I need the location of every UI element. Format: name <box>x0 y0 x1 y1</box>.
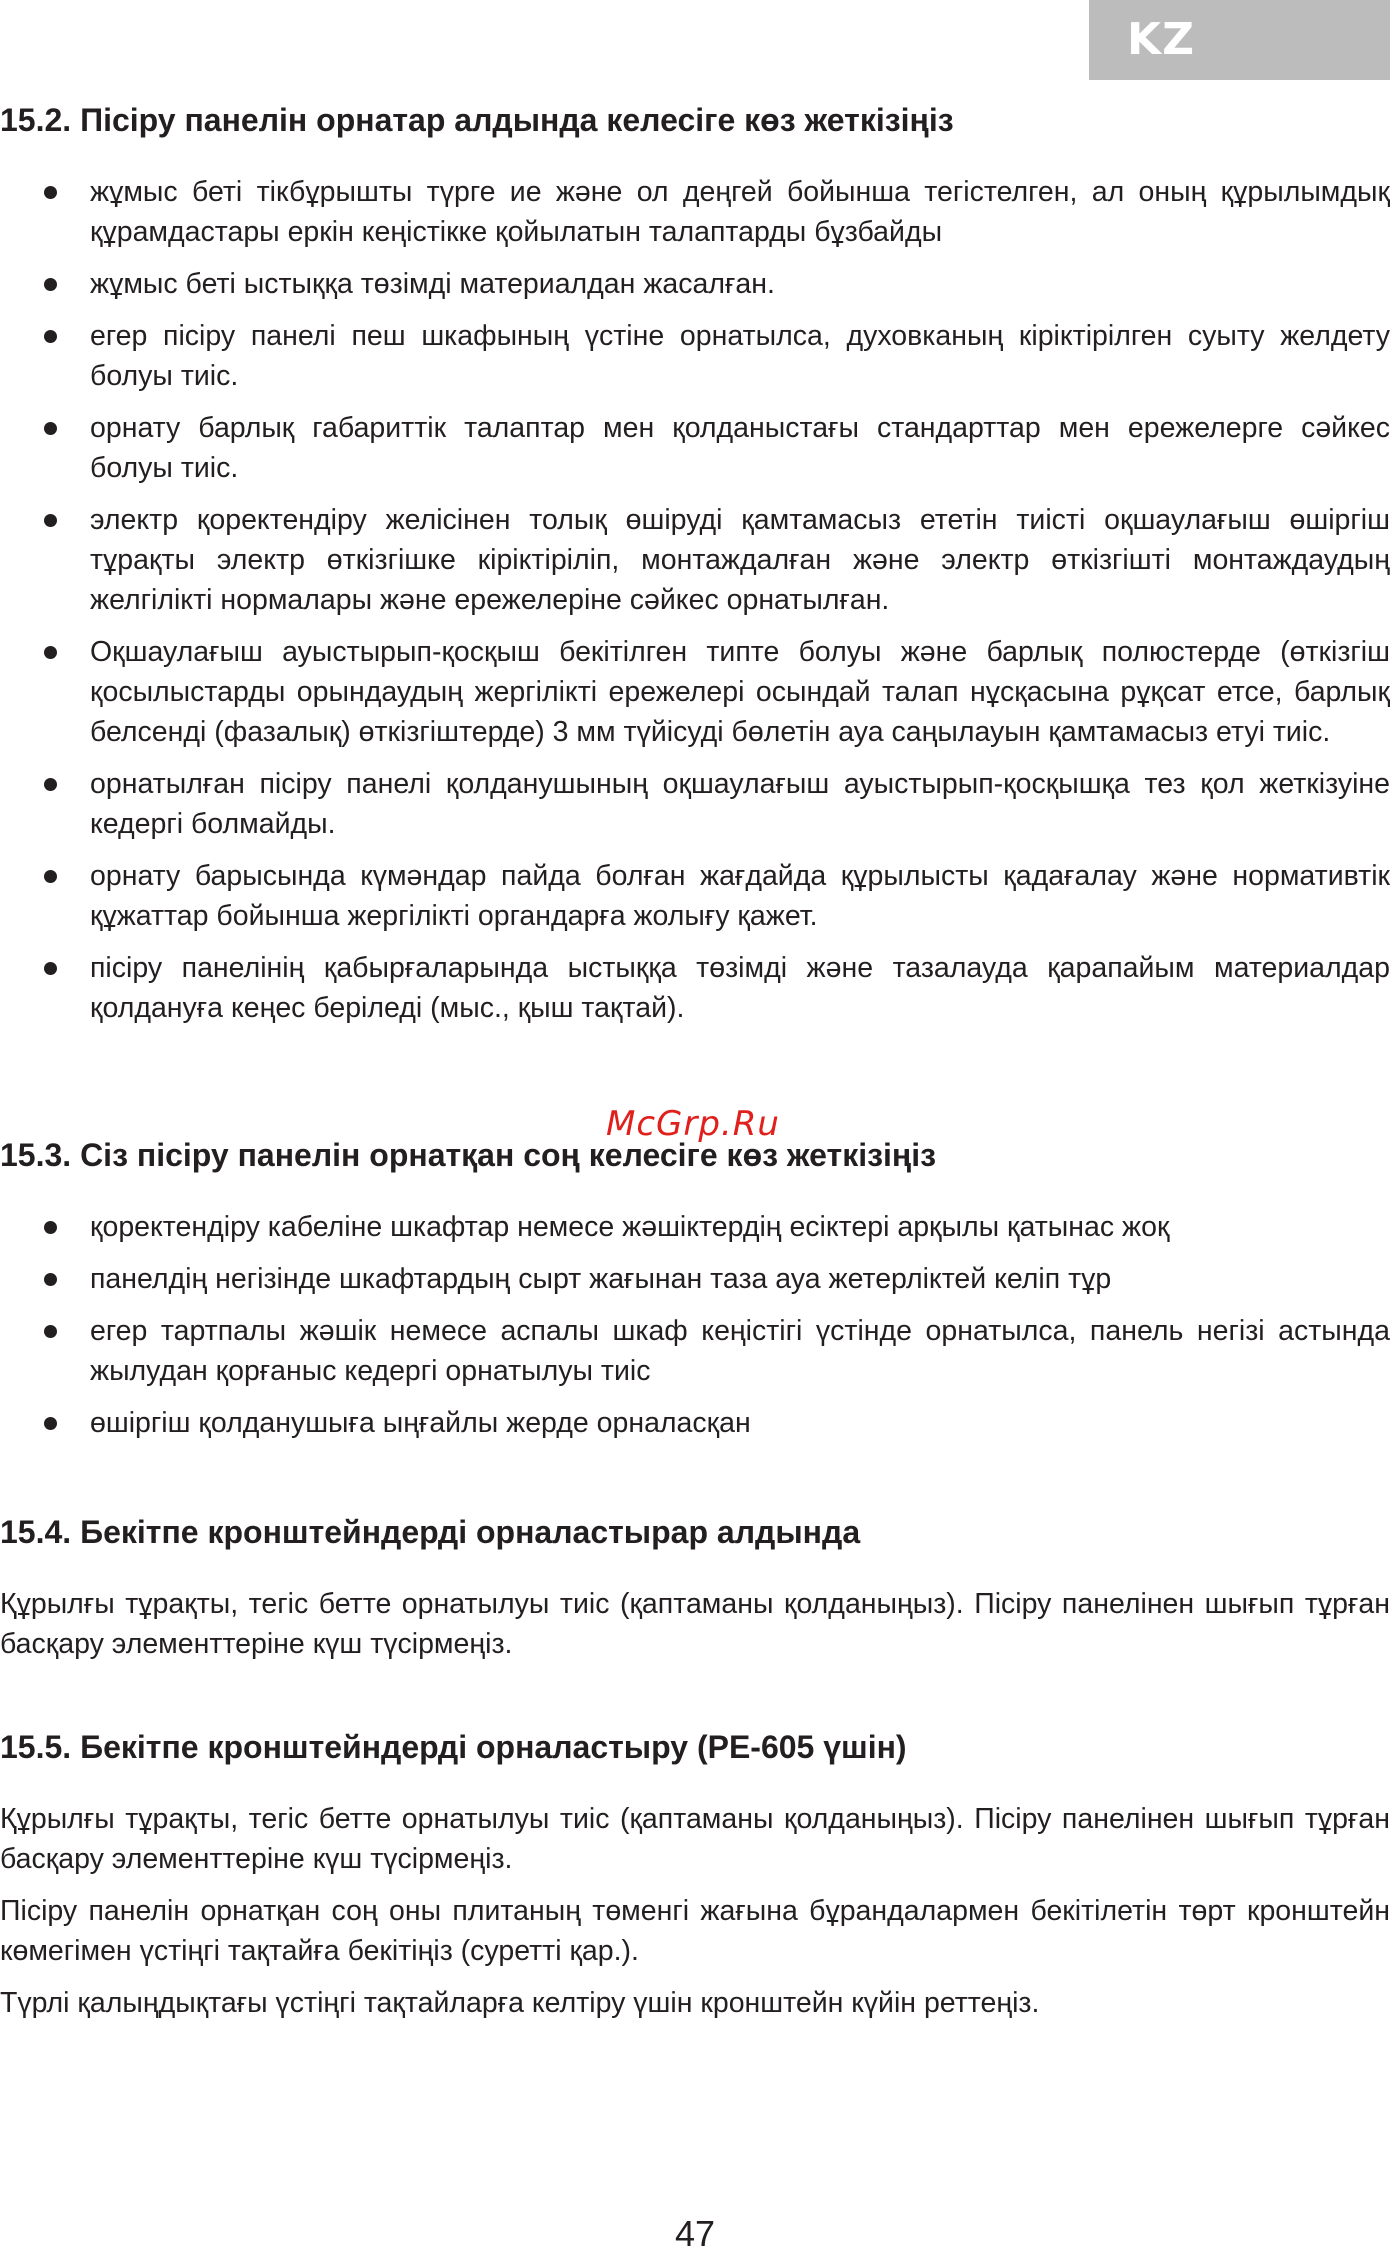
list-item-text: орнатылған пісіру панелі қолданушының оқшаулағыш ауыстырып-қосқышқа тез қол жеткізуіне кедергі болмайды. <box>90 768 1390 840</box>
section-body-15-5 <box>0 1799 1390 2023</box>
section-15-3 <box>0 1135 1390 1455</box>
list-item <box>0 948 1390 1028</box>
list-item <box>0 316 1390 396</box>
section-body-15-4 <box>0 1584 1390 1664</box>
section-15-2 <box>0 100 1390 1040</box>
list-item-text: орнату барлық габариттік талаптар мен қолданыстағы стандарттар мен ережелерге сәйкес болуы тиіс. <box>90 412 1390 484</box>
bullet-icon <box>44 186 57 199</box>
paragraph: Түрлі қалыңдықтағы үстіңгі тақтайларға келтіру үшін кронштейн күйін реттеңіз. <box>0 1987 1040 2019</box>
bullet-icon <box>44 646 57 659</box>
list-item-text: панелдің негізінде шкафтардың сырт жағынан таза ауа жетерліктей келіп тұр <box>90 1263 1112 1295</box>
paragraph: Құрылғы тұрақты, тегіс бетте орнатылуы тиіс (қаптаманы қолданыңыз). Пісіру панелінен шығып тұрған басқару элементтеріне күш түсірмеңіз. <box>0 1803 1390 1875</box>
section-15-5 <box>0 1727 1390 2035</box>
list-item-text: егер пісіру панелі пеш шкафының үстіне орнатылса, духовканың кіріктірілген суыту желдету болуы тиіс. <box>90 320 1390 392</box>
list-item <box>0 500 1390 620</box>
list-item <box>0 764 1390 844</box>
list-item <box>0 264 1390 304</box>
bullet-icon <box>44 1417 57 1430</box>
list-item <box>0 408 1390 488</box>
list-item <box>0 856 1390 936</box>
bullet-icon <box>44 962 57 975</box>
list-item-text: электр қоректендіру желісінен толық өшіруді қамтамасыз ететін тиісті оқшаулағыш өшіргіш тұрақты электр өткізгішке кіріктіріліп, монтаждалған және электр өткізгішті монтаждаудың желгілікті нормалары және ережелеріне сәйкес орнатылған. <box>90 504 1390 616</box>
checklist-after-install <box>0 1207 1390 1443</box>
page-number: 47 <box>674 2213 716 2254</box>
bullet-icon <box>44 422 57 435</box>
bullet-icon <box>44 1273 57 1286</box>
list-item-text: қоректендіру кабеліне шкафтар немесе жәшіктердің есіктері арқылы қатынас жоқ <box>90 1211 1170 1243</box>
paragraph: Пісіру панелін орнатқан соң оны плитаның төменгі жағына бұрандалармен бекітілетін төрт кронштейн көмегімен үстіңгі тақтайға бекітіңіз (суретті қар.). <box>0 1895 1390 1967</box>
bullet-icon <box>44 1325 57 1338</box>
bullet-icon <box>44 278 57 291</box>
list-item-text: орнату барысында күмәндар пайда болған жағдайда құрылысты қадағалау және нормативтік құжаттар бойынша жергілікті органдарға жолығу қажет. <box>90 860 1390 932</box>
checklist-before-install <box>0 172 1390 1028</box>
list-item-text: егер тартпалы жәшік немесе аспалы шкаф кеңістігі үстінде орнатылса, панель негізі астында жылудан қорғаныс кедергі орнатылуы тиіс <box>90 1315 1390 1387</box>
bullet-icon <box>44 1221 57 1234</box>
watermark-link[interactable]: McGrp.Ru <box>606 1104 780 1144</box>
section-title-15-5: 15.5. Бекітпе кронштейндерді орналастыру (PE-605 үшін) <box>0 1729 907 1765</box>
language-badge: KZ <box>1089 0 1390 80</box>
bullet-icon <box>44 330 57 343</box>
list-item <box>0 1403 1390 1443</box>
list-item-text: Оқшаулағыш ауыстырып-қосқыш бекітілген типте болуы және барлық полюстерде (өткізгіш қосылыстарды орындаудың жергілікті ережелері осындай талап нұсқасына рұқсат етсе, барлық белсенді (фазалық) өткізгіштерде) 3 мм түйісуді бөлетін ауа саңылауын қамтамасыз етуі тиіс. <box>90 636 1390 748</box>
list-item-text: өшіргіш қолданушыға ыңғайлы жерде орналасқан <box>90 1407 751 1439</box>
list-item <box>0 1259 1390 1299</box>
list-item-text: пісіру панелінің қабырғаларында ыстыққа төзімді және тазалауда қарапайым материалдар қолдануға кеңес беріледі (мыс., қыш тақтай). <box>90 952 1390 1024</box>
list-item <box>0 1311 1390 1391</box>
section-title-15-2: 15.2. Пісіру панелін орнатар алдында келесіге көз жеткізіңіз <box>0 102 954 138</box>
section-title-15-3: 15.3. Сіз пісіру панелін орнатқан соң келесіге көз жеткізіңіз <box>0 1137 937 1173</box>
list-item <box>0 1207 1390 1247</box>
section-15-4 <box>0 1512 1390 1676</box>
list-item-text: жұмыс беті ыстыққа төзімді материалдан жасалған. <box>90 268 775 300</box>
list-item-text: жұмыс беті тікбұрышты түрге ие және ол деңгей бойынша тегістелген, ал оның құрылымдық құрамдастары еркін кеңістікке қойылатын талаптарды бұзбайды <box>90 176 1390 248</box>
list-item <box>0 632 1390 752</box>
section-title-15-4: 15.4. Бекітпе кронштейндерді орналастырар алдында <box>0 1514 861 1550</box>
bullet-icon <box>44 870 57 883</box>
list-item <box>0 172 1390 252</box>
bullet-icon <box>44 514 57 527</box>
paragraph: Құрылғы тұрақты, тегіс бетте орнатылуы тиіс (қаптаманы қолданыңыз). Пісіру панелінен шығып тұрған басқару элементтеріне күш түсірмеңіз. <box>0 1588 1390 1660</box>
bullet-icon <box>44 778 57 791</box>
